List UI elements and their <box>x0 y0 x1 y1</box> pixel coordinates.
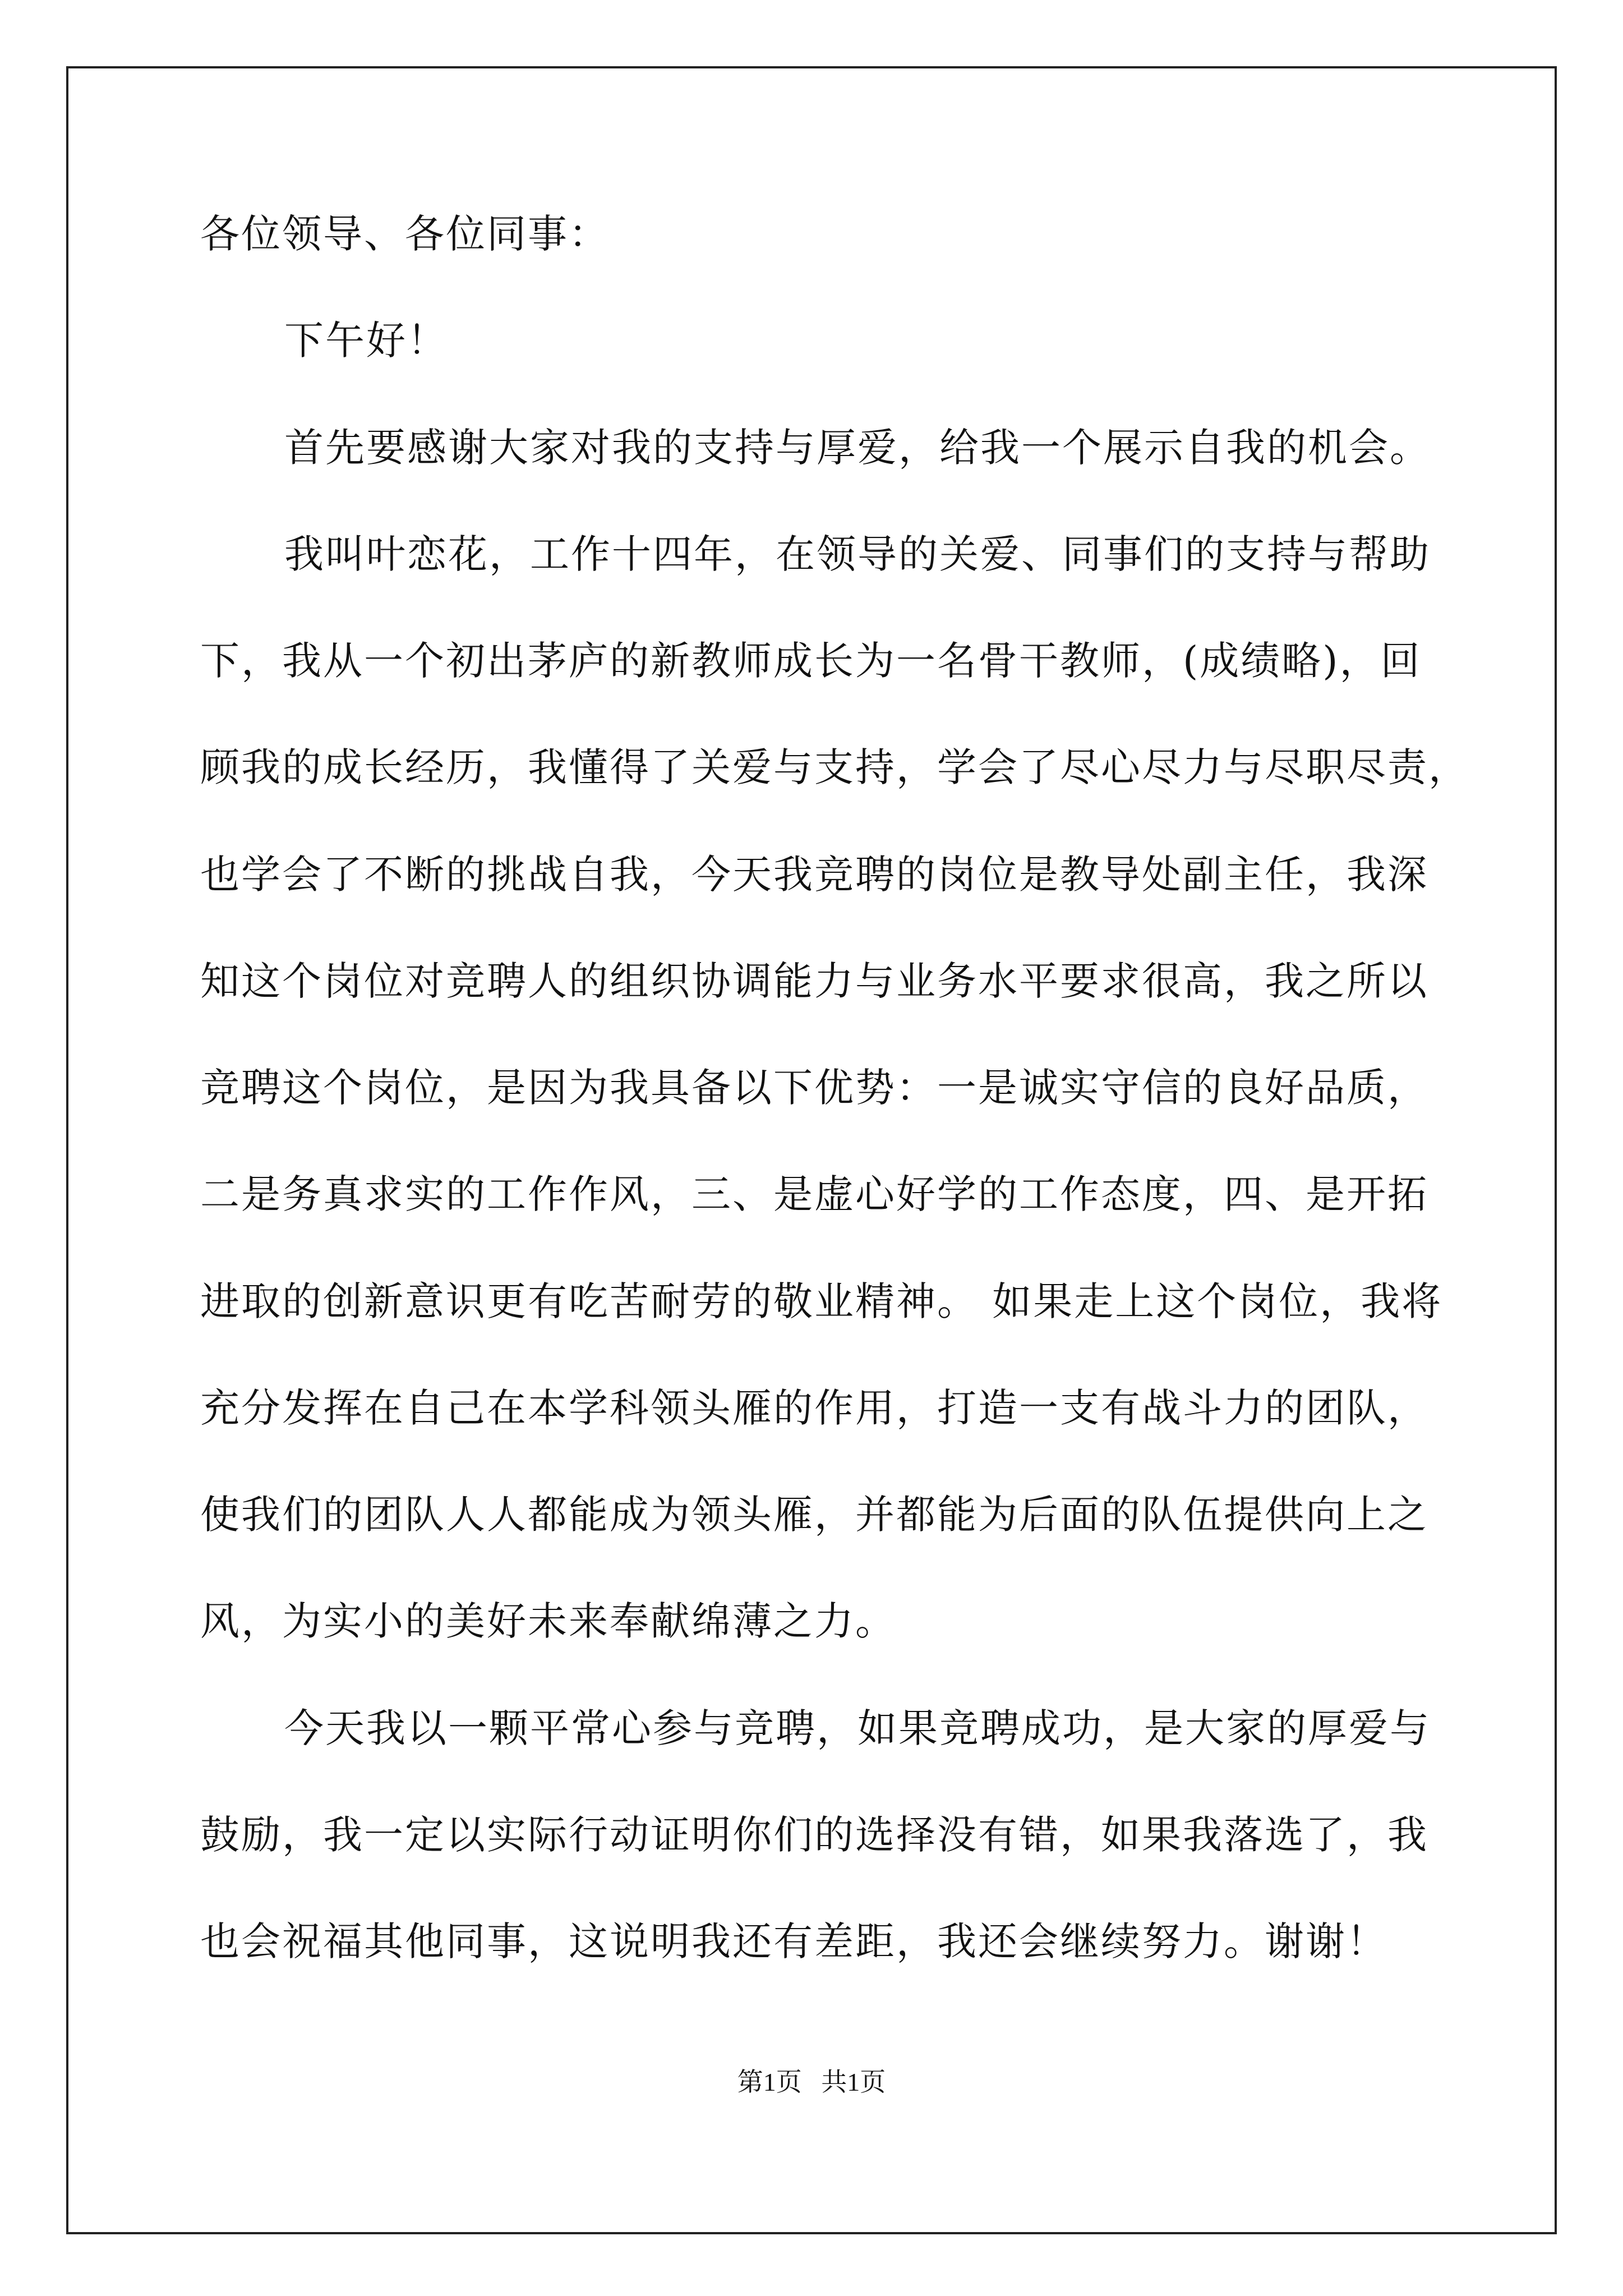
page-border <box>66 66 1557 2234</box>
text-line: 也学会了不断的挑战自我，今天我竞聘的岗位是教导处副主任，我深 <box>200 852 1428 898</box>
text-line: 二是务真求实的工作作风，三、是虚心好学的工作态度，四、是开拓 <box>200 1171 1428 1217</box>
page-number-footer: 第1页 共1页 <box>737 2068 886 2096</box>
text-line: 使我们的团队人人都能成为领头雁，并都能为后面的队伍提供向上之 <box>200 1492 1428 1538</box>
text-line: 充分发挥在自己在本学科领头雁的作用，打造一支有战斗力的团队， <box>200 1385 1428 1431</box>
text-line: 风，为实小的美好未来奉献绵薄之力。 <box>200 1598 896 1644</box>
text-line: 知这个岗位对竞聘人的组织协调能力与业务水平要求很高，我之所以 <box>200 958 1428 1004</box>
text-line: 鼓励，我一定以实际行动证明你们的选择没有错，如果我落选了，我 <box>200 1812 1428 1858</box>
text-line: 我叫叶恋花，工作十四年，在领导的关爱、同事们的支持与帮助 <box>284 531 1431 577</box>
text-line: 顾我的成长经历，我懂得了关爱与支持，学会了尽心尽力与尽职尽责， <box>200 744 1469 790</box>
greeting-line: 各位领导、各位同事： <box>200 211 610 257</box>
text-line: 首先要感谢大家对我的支持与厚爱，给我一个展示自我的机会。 <box>284 425 1431 471</box>
text-line: 竞聘这个岗位，是因为我具备以下优势：一是诚实守信的良好品质， <box>200 1065 1428 1111</box>
text-line: 也会祝福其他同事，这说明我还有差距，我还会继续努力。谢谢！ <box>200 1918 1387 1964</box>
text-line: 今天我以一颗平常心参与竞聘，如果竞聘成功，是大家的厚爱与 <box>284 1705 1431 1751</box>
text-line: 下午好！ <box>284 318 448 364</box>
text-line: 进取的创新意识更有吃苦耐劳的敬业精神。 如果走上这个岗位，我将 <box>200 1278 1443 1324</box>
text-line: 下，我从一个初出茅庐的新教师成长为一名骨干教师，(成绩略)，回 <box>200 638 1422 684</box>
